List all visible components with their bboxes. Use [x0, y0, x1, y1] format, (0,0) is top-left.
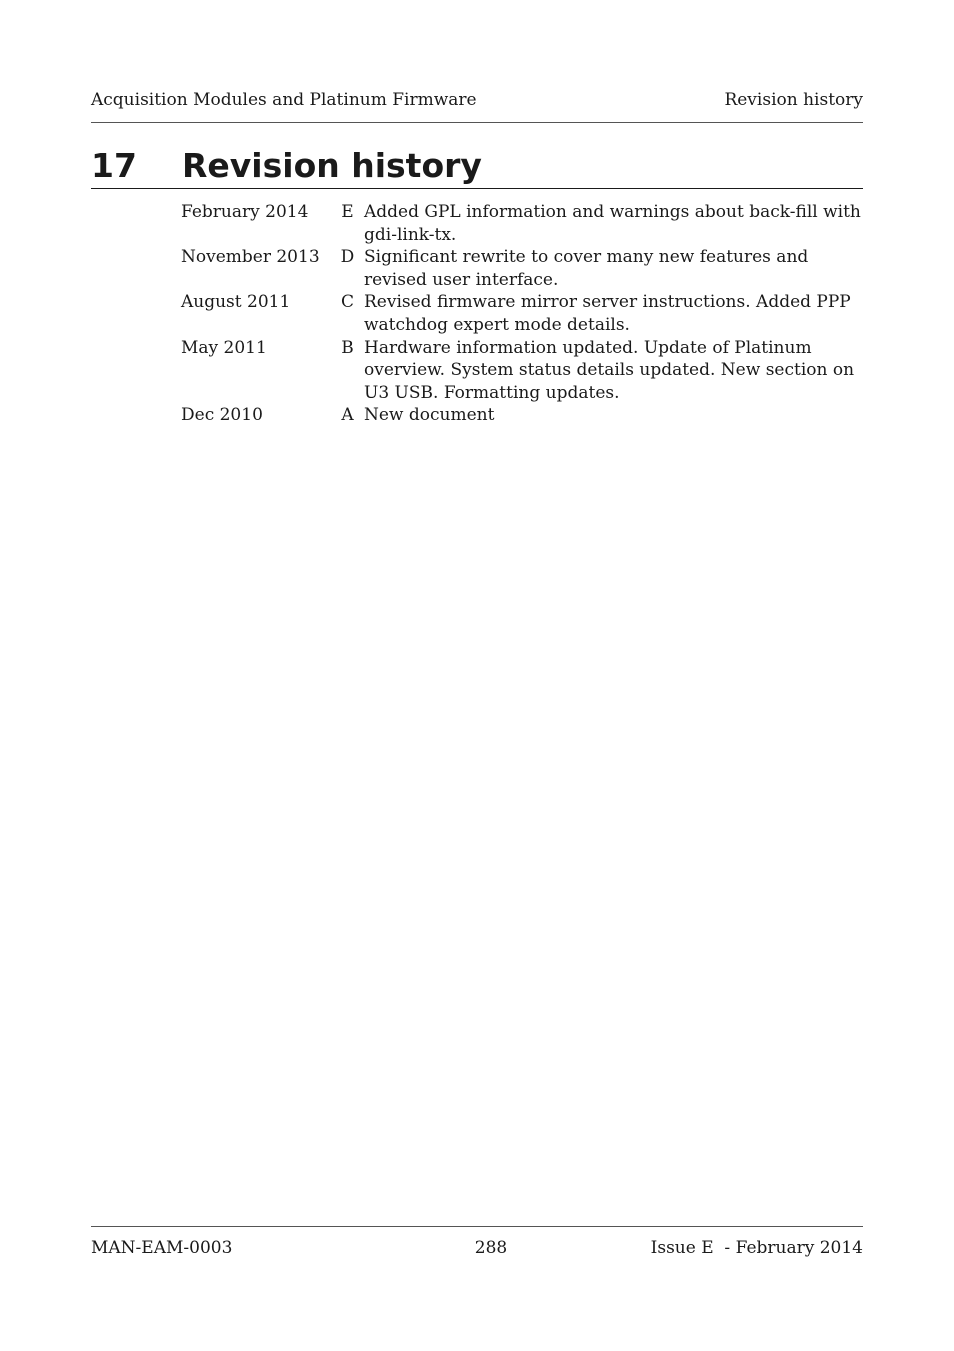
- page-header: [91, 88, 863, 123]
- revision-row: [181, 337, 871, 405]
- revision-date: Dec 2010: [181, 405, 263, 426]
- revision-row: [181, 246, 871, 291]
- chapter-number: 17: [91, 146, 137, 185]
- revision-description: Added GPL information and warnings about back-fill with gdi-link-tx.: [364, 202, 861, 245]
- revision-description: Hardware information updated. Update of Platinum overview. System status details updated. New section on U3 USB. Formatting updates.: [364, 337, 855, 403]
- revision-issue: D: [340, 247, 355, 268]
- chapter-heading: [91, 144, 863, 189]
- section-title: Revision history: [724, 90, 863, 110]
- document-number: MAN-EAM-0003: [91, 1238, 233, 1258]
- page-number: 288: [474, 1238, 508, 1258]
- page-footer: [91, 1226, 863, 1261]
- revision-date: February 2014: [181, 202, 309, 222]
- revision-date: May 2011: [181, 337, 267, 358]
- revision-description: Revised firmware mirror server instructions. Added PPP watchdog expert mode details.: [364, 292, 851, 335]
- revision-issue: C: [340, 292, 354, 313]
- revision-row: [181, 404, 871, 427]
- revision-date: August 2011: [181, 292, 291, 313]
- chapter-title: Revision history: [182, 146, 482, 185]
- revision-description: New document: [364, 405, 495, 426]
- revision-description: Significant rewrite to cover many new features and revised user interface.: [364, 247, 809, 290]
- revision-date: November 2013: [181, 247, 320, 268]
- revision-issue: A: [341, 405, 354, 426]
- revision-row: [181, 291, 871, 336]
- issue-date: Issue E - February 2014: [650, 1238, 863, 1258]
- document-title: Acquisition Modules and Platinum Firmware: [91, 90, 477, 110]
- revision-issue: E: [341, 202, 354, 222]
- revision-row: [181, 201, 871, 246]
- revision-issue: B: [341, 337, 354, 358]
- revision-table: [181, 201, 871, 427]
